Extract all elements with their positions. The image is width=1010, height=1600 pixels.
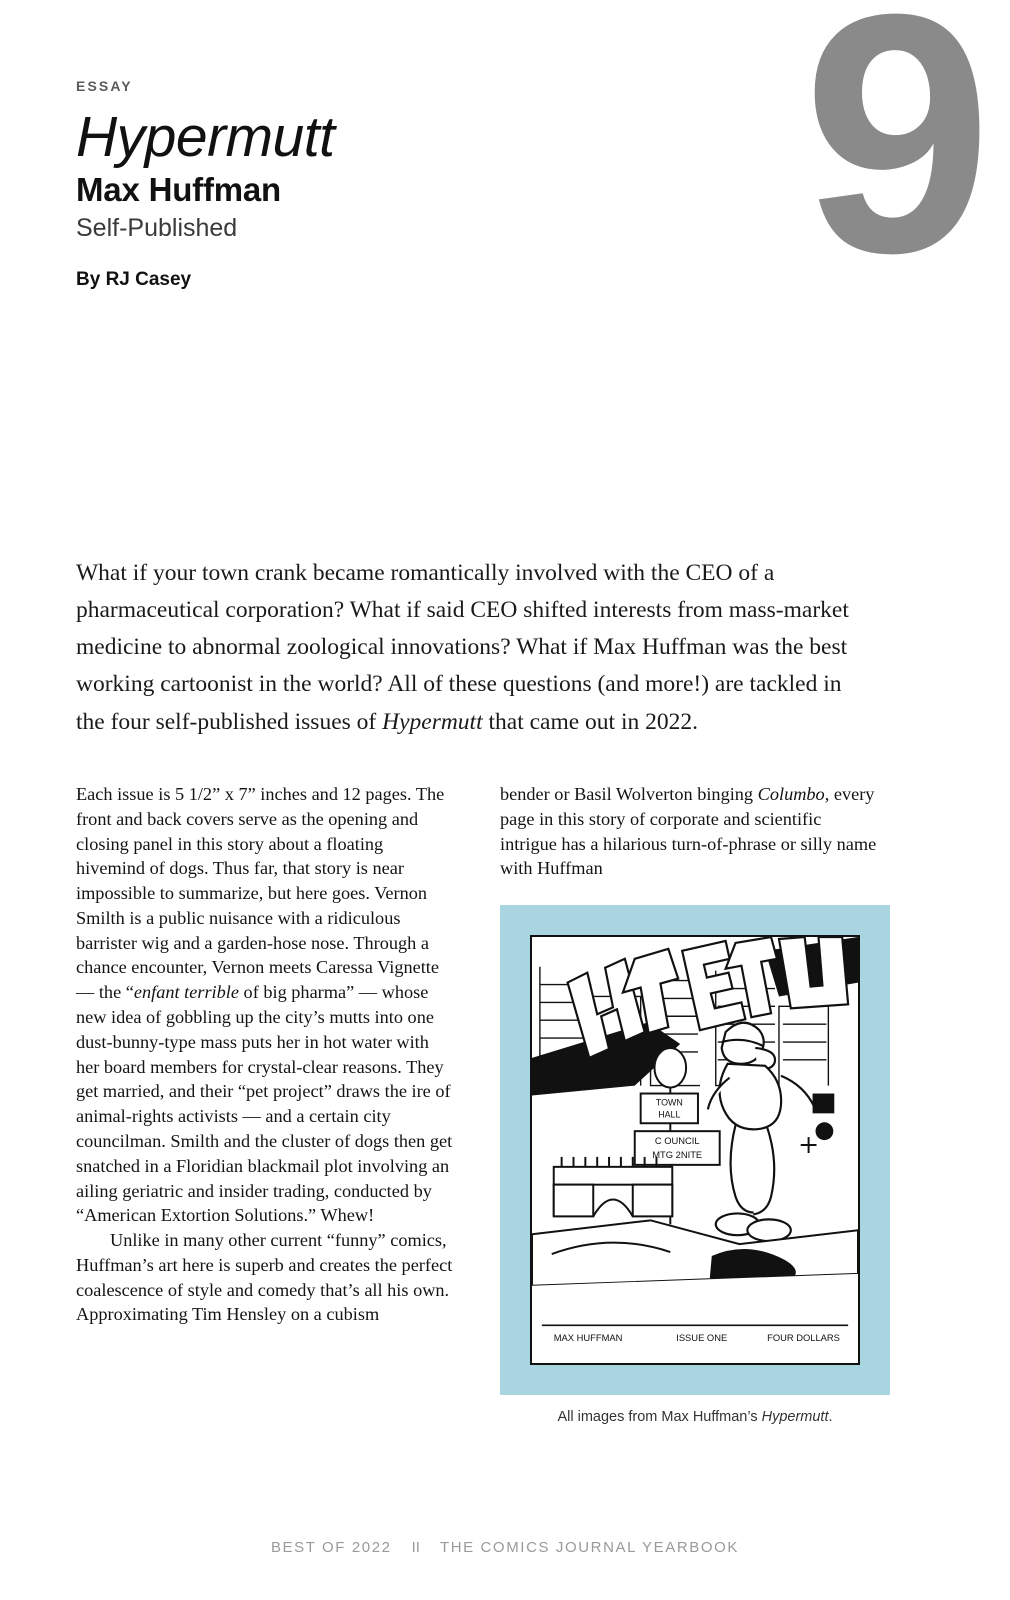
cover-credit-right: FOUR DOLLARS bbox=[767, 1332, 840, 1344]
figure-image bbox=[500, 905, 890, 1395]
article-header bbox=[76, 78, 716, 291]
inline-italic: Columbo bbox=[757, 784, 825, 804]
sign-council-line1: C OUNCIL bbox=[654, 1135, 700, 1147]
lede-paragraph bbox=[76, 555, 871, 741]
body-column-right bbox=[500, 782, 878, 881]
lede-text: What if your town crank became romantically involved with the CEO of a pharmaceutical corporation? What if said CEO shifted interests from mass-market medicine to abnormal zoological innovations? What if Max Huffman was the best working cartoonist in the world? All of these questions (and more!) are tackled in the four self-published issues of Hypermutt that came out in 2022. bbox=[76, 560, 849, 735]
sign-council-line2: MTG 2NITE bbox=[652, 1148, 703, 1160]
svg-text:HALL: HALL bbox=[658, 1109, 681, 1120]
body-paragraph: Each issue is 5 1/2” x 7” inches and 12 pages. The front and back covers serve as the opening and closing panel in this story about a floating hivemind of dogs. Thus far, that story is near impossible to summarize, but here goes. Vernon Smilth is a public nuisance with a ridiculous barrister wig and a garden-hose nose. Through a chance encounter, Vernon meets Caressa Vignette — the “enfant terrible of big pharma” — whose new idea of gobbling up the city’s mutts into one dust-bunny-type mass puts her in hot water with her board members for crystal-clear reasons. They get married, and their “pet project” draws the ire of animal-rights activists — and a certain city councilman. Smilth and the cluster of dogs then get snatched in a Floridian blackmail plot involving an ailing geriatric and insider trading, conducted by “American Extortion Solutions.” Whew! bbox=[76, 784, 453, 1226]
footer-right-text: THE COMICS JOURNAL YEARBOOK bbox=[439, 1539, 740, 1556]
figure-caption bbox=[500, 1409, 890, 1425]
body-paragraph: bender or Basil Wolverton binging Columbo, every page in this story of corporate and scientific intrigue has a hilarious turn-of-phrase or silly name with Huffman bbox=[500, 784, 877, 879]
footer-separator: II bbox=[411, 1539, 420, 1556]
comic-cover-art bbox=[530, 935, 860, 1365]
figure bbox=[500, 905, 890, 1425]
figure-caption-title: Hypermutt bbox=[761, 1409, 829, 1425]
figure-caption-suffix: . bbox=[828, 1409, 833, 1425]
body-paragraph: Unlike in many other current “funny” comics, Huffman’s art here is superb and creates the perfect coalescence of style and comedy that’s all his own. Approximating Tim Hensley on a cubism bbox=[76, 1230, 453, 1325]
book-author: Max Huffman bbox=[76, 171, 281, 209]
byline: By RJ Casey bbox=[76, 269, 192, 291]
publisher-label: Self-Published bbox=[76, 214, 238, 243]
cover-credit-left: MAX HUFFMAN bbox=[553, 1332, 623, 1344]
page-number-mark: 9 bbox=[802, 0, 982, 324]
body-column-left bbox=[76, 782, 454, 1327]
comic-cover-illustration bbox=[532, 937, 858, 1363]
page-title: Hypermutt bbox=[76, 105, 335, 169]
cover-credit-center: ISSUE ONE bbox=[676, 1332, 728, 1344]
footer-left-text: BEST OF 2022 bbox=[270, 1539, 392, 1556]
inline-italic: enfant terrible bbox=[133, 982, 239, 1003]
sign-town-hall-text: TOWN bbox=[655, 1097, 683, 1108]
section-kicker: ESSAY bbox=[76, 78, 133, 94]
lede-italic-title: Hypermutt bbox=[382, 708, 483, 735]
figure-caption-prefix: All images from Max Huffman’s bbox=[557, 1409, 762, 1425]
page-footer bbox=[0, 1539, 1010, 1556]
